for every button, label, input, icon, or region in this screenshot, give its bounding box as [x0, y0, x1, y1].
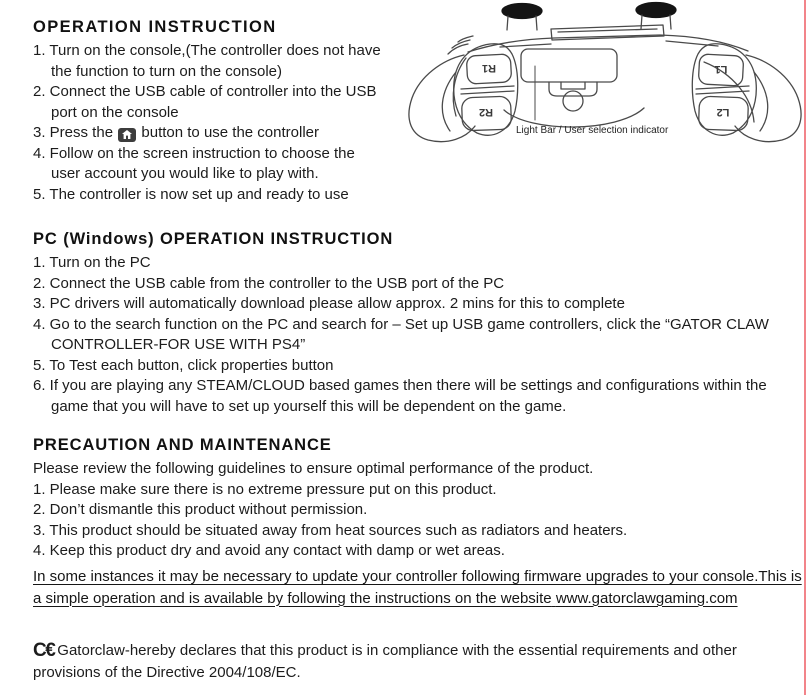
list-item: 5. The controller is now set up and ready to use [33, 185, 349, 203]
list-item-text: button to use the controller [141, 124, 320, 141]
firmware-notice [33, 566, 807, 609]
trigger-label-r1: R1 [481, 62, 497, 74]
list-item: 2. Don’t dismantle this product without permission. [33, 501, 368, 518]
list-item: 6. If you are playing any STEAM/CLOUD based games then there will be settings and configurations within the game that you will have to set up yourself this will be dependent on the game. [33, 377, 767, 415]
section-heading-precaution: PRECAUTION AND MAINTENANCE [33, 436, 332, 454]
ce-declaration-text: Gatorclaw-hereby declares that this product is in compliance with the essential requirements and other provisions of the Directive 2004/108/EC. [33, 642, 737, 681]
list-item: 5. To Test each button, click properties button [33, 356, 334, 374]
home-button-icon [118, 128, 136, 142]
list-item: 3. This product should be situated away from heat sources such as radiators and heaters. [33, 521, 628, 539]
controller-top-view-figure [404, 0, 808, 148]
list-item: 1. Turn on the PC [33, 254, 151, 271]
list-item: 3. PC drivers will automatically download please allow approx. 2 mins for this to complete [33, 295, 625, 312]
console-instruction-list [33, 41, 387, 205]
trigger-label-r2: R2 [478, 106, 494, 118]
list-item-text: 3. Press the [33, 124, 114, 141]
trigger-label-l2: L2 [716, 106, 730, 118]
precaution-list [33, 480, 793, 562]
figure-caption: Light Bar / User selection indicator [516, 125, 669, 136]
section-heading-operation: OPERATION INSTRUCTION [33, 18, 277, 36]
jack-circle [563, 91, 583, 111]
list-item: 4. Go to the search function on the PC and search for – Set up USB game controllers, click the “GATOR CLAW CONTROLLER-FOR USE WITH PS4” [33, 315, 769, 353]
precaution-intro: Please review the following guidelines to ensure optimal performance of the product. [33, 460, 594, 477]
list-item: 2. Connect the USB cable of controller into the USB port on the console [33, 83, 377, 121]
list-item-with-icon [33, 123, 387, 144]
list-item: 4. Keep this product dry and avoid any contact with damp or wet areas. [33, 542, 505, 559]
list-item: 1. Please make sure there is no extreme pressure put on this product. [33, 480, 497, 498]
firmware-notice-text: In some instances it may be necessary to update your controller following firmware upgrades to your console.This is a simple operation and is available by following the instructions on the website [33, 568, 802, 607]
list-item: 4. Follow on the screen instruction to choose the user account you would like to play with. [33, 144, 355, 182]
crop-guide-line [804, 0, 806, 695]
trigger-label-l1: L1 [714, 63, 728, 75]
pc-instruction-list [33, 253, 785, 417]
list-item: 1. Turn on the console,(The controller does not have the function to turn on the console) [33, 42, 381, 80]
ce-mark-icon: C€ [33, 640, 55, 661]
section-pc-operation [33, 230, 785, 417]
ce-declaration [33, 640, 807, 683]
website-url: www.gatorclawgaming.com [555, 589, 738, 607]
section-heading-pc: PC (Windows) OPERATION INSTRUCTION [33, 230, 394, 248]
list-item: 2. Connect the USB cable from the controller to the USB port of the PC [33, 274, 505, 292]
section-precaution [33, 436, 793, 562]
section-console-operation [33, 18, 387, 205]
